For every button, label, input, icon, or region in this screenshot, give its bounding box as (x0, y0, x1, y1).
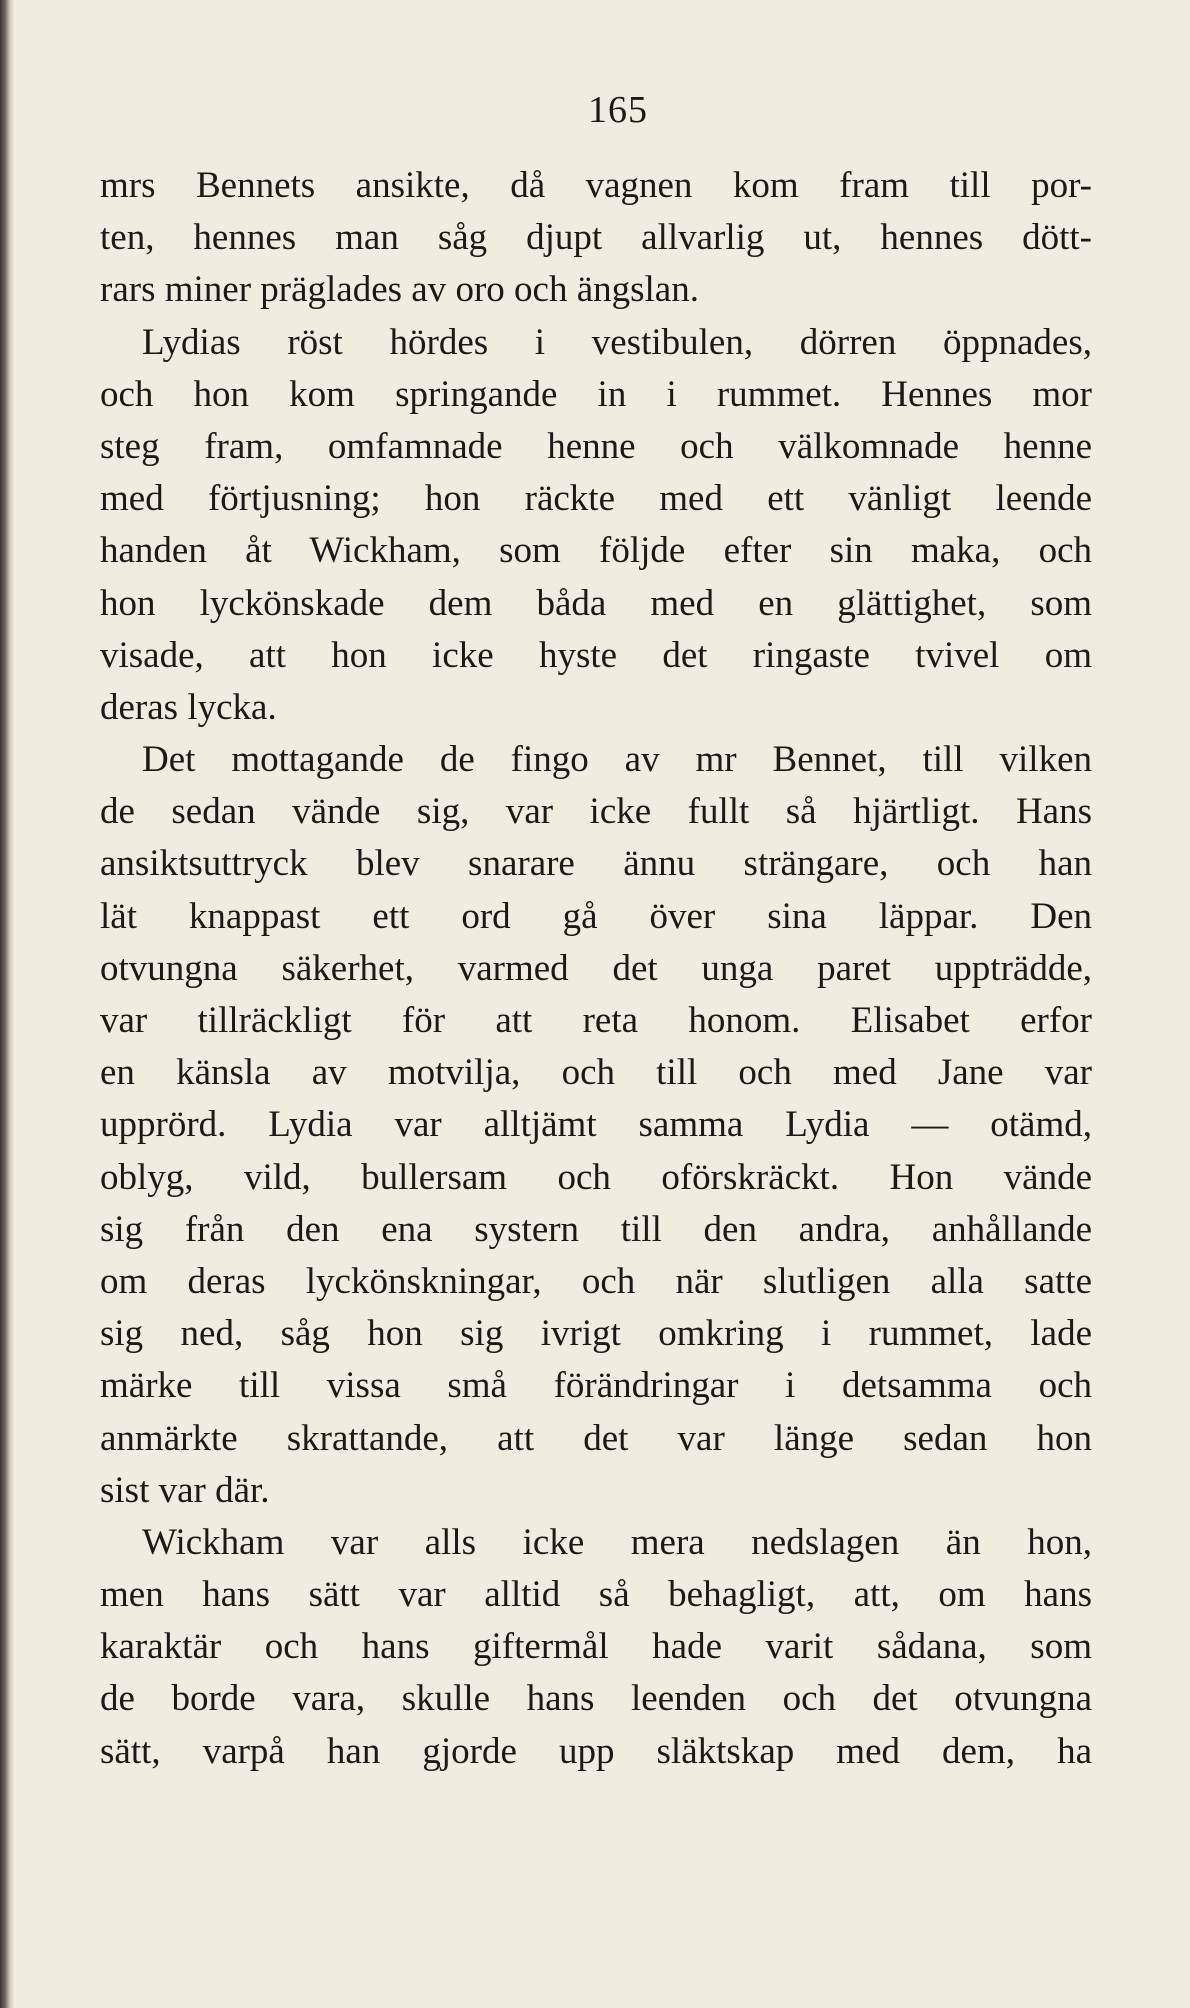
text-line: sist var där. (100, 1469, 270, 1511)
text-line: de sedan vände sig, var icke fullt så hjärtligt. Hans (100, 791, 1092, 833)
text-line: en känsla av motvilja, och till och med Jane var (100, 1052, 1092, 1094)
text-line: karaktär och hans giftermål hade varit sådana, som (100, 1626, 1092, 1668)
text-line: oblyg, vild, bullersam och oförskräckt. Hon vände (100, 1156, 1092, 1198)
body-text (100, 160, 1092, 1778)
text-line: lät knappast ett ord gå över sina läppar. Den (100, 895, 1092, 937)
text-line: Wickham var alls icke mera nedslagen än hon, (142, 1521, 1092, 1563)
text-line: men hans sätt var alltid så behagligt, att, om hans (100, 1574, 1092, 1616)
text-line: handen åt Wickham, som följde efter sin maka, och (100, 530, 1092, 572)
text-line: ansiktsuttryck blev snarare ännu strängare, och han (100, 843, 1092, 885)
text-line: ten, hennes man såg djupt allvarlig ut, hennes dött- (100, 217, 1092, 259)
text-line: de borde vara, skulle hans leenden och det otvungna (100, 1678, 1092, 1720)
text-line: märke till vissa små förändringar i detsamma och (100, 1365, 1092, 1407)
text-line: anmärkte skrattande, att det var länge sedan hon (100, 1417, 1092, 1459)
page-binding-edge (0, 0, 14, 2008)
text-line: hon lyckönskade dem båda med en glättighet, som (100, 582, 1092, 624)
text-line: var tillräckligt för att reta honom. Elisabet erfor (100, 1000, 1092, 1041)
text-line: sig ned, såg hon sig ivrigt omkring i rummet, lade (100, 1313, 1092, 1355)
text-line: om deras lyckönskningar, och när slutligen alla satte (100, 1260, 1092, 1302)
text-line: med förtjusning; hon räckte med ett vänligt leende (100, 478, 1092, 520)
text-line: rars miner präglades av oro och ängslan. (100, 269, 699, 311)
text-line: upprörd. Lydia var alltjämt samma Lydia — otämd, (100, 1104, 1092, 1146)
text-line: Lydias röst hördes i vestibulen, dörren öppnades, (142, 321, 1092, 363)
text-line: visade, att hon icke hyste det ringaste tvivel om (100, 634, 1092, 676)
text-line: mrs Bennets ansikte, då vagnen kom fram till por- (100, 165, 1092, 206)
text-line: och hon kom springande in i rummet. Hennes mor (100, 373, 1092, 415)
page-number: 165 (588, 89, 648, 131)
text-line: sätt, varpå han gjorde upp släktskap med dem, ha (100, 1730, 1092, 1772)
text-line: Det mottagande de fingo av mr Bennet, till vilken (142, 739, 1092, 781)
text-line: otvungna säkerhet, varmed det unga paret uppträdde, (100, 947, 1092, 989)
text-line: steg fram, omfamnade henne och välkomnade henne (100, 425, 1092, 467)
text-line: sig från den ena systern till den andra, anhållande (100, 1208, 1092, 1250)
text-line: deras lycka. (100, 686, 277, 728)
